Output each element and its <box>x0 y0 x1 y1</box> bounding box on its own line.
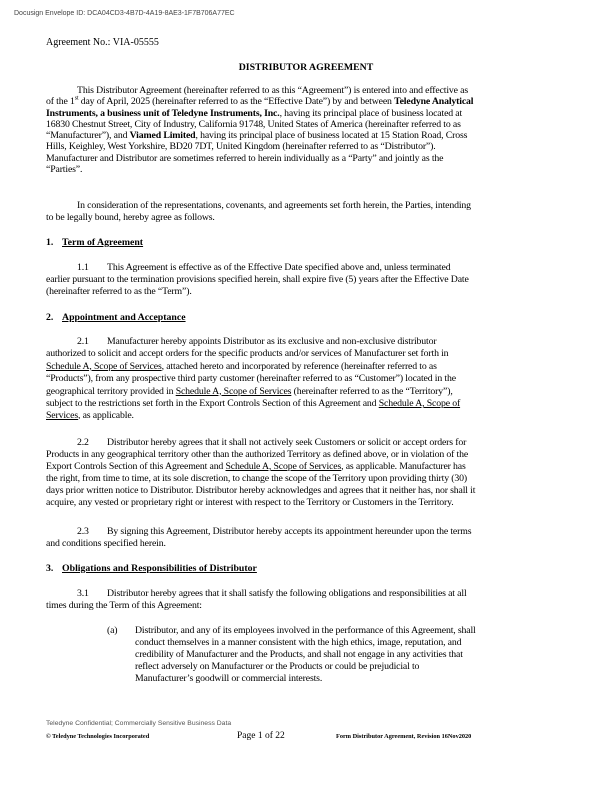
footer-form-revision: Form Distributor Agreement, Revision 16Nov2020 <box>336 733 472 740</box>
text-run: 16830 Chestnut Street, City of Industry, California 91748, United States of America (hereinafter referred to as <box>46 118 461 130</box>
text-run: Manufacturer’s goodwill or commercial interests. <box>135 673 323 684</box>
text-run: authorized to solicit and accept orders for the specific products and/or services of Manufacturer set forth in <box>46 348 449 360</box>
clause-2-1 <box>46 336 486 423</box>
text-run: subject to the restrictions set forth in the Export Controls Section of this Agreement and <box>46 397 379 409</box>
text-run: acquire, any vested or proprietary right or interest with respect to the Territory or Customers in the Territory. <box>46 497 454 508</box>
intro-paragraph <box>46 85 486 175</box>
document-title: DISTRIBUTOR AGREEMENT <box>238 62 374 73</box>
text-line <box>46 437 486 449</box>
clause-number: 2.2 <box>77 437 89 448</box>
text-line <box>46 485 486 497</box>
schedule-reference: Schedule A, Scope of Services <box>175 385 292 397</box>
text-line <box>46 348 486 360</box>
text-line <box>46 410 486 422</box>
text-line <box>46 108 486 119</box>
text-line <box>46 164 486 175</box>
text-line <box>46 497 486 509</box>
text-run: geographical territory provided in <box>46 385 176 397</box>
text-run: Manufacturer and Distributor are sometimes referred to herein individually as a “Party” and jointly as the <box>46 152 444 164</box>
text-line <box>46 200 486 212</box>
text-line <box>46 461 486 473</box>
clause-number: 3.1 <box>77 588 89 599</box>
text-run: This Agreement is effective as of the Effective Date specified above and, unless terminated <box>107 262 451 273</box>
text-run: Distributor, and any of its employees involved in the performance of this Agreement, shall <box>135 625 476 636</box>
section-title: Appointment and Acceptance <box>62 312 186 323</box>
clause-3-1 <box>46 588 486 612</box>
text-run: , having its principal place of business located at 15 Station Road, Cross <box>195 130 468 142</box>
text-line <box>46 588 486 600</box>
clause-number: 2.1 <box>77 336 89 347</box>
text-run: By signing this Agreement, Distributor hereby accepts its appointment hereunder upon the terms <box>107 526 472 537</box>
text-line <box>46 212 486 224</box>
schedule-reference: Schedule A, Scope of <box>378 397 461 409</box>
schedule-reference: Schedule A, Scope of Services <box>225 461 342 472</box>
docusign-envelope-id: Docusign Envelope ID: DCA04CD3-4B7D-4A19-8AE3-1F7B706A77EC <box>14 10 235 17</box>
bold-party-name: Instruments, a business unit of Teledyne Instruments, Inc. <box>46 107 280 119</box>
text-line <box>46 286 486 298</box>
text-line <box>107 661 547 673</box>
text-run: Distributor hereby agrees that it shall satisfy the following obligations and responsibilities at all <box>107 588 467 599</box>
text-run: to be legally bound, hereby agree as follows. <box>46 212 215 223</box>
text-line <box>46 373 486 385</box>
text-line <box>46 262 486 274</box>
text-run: Hills, Keighley, West Yorkshire, BD20 7DT, United Kingdom (hereinafter referred to as “Distributor”). <box>46 141 436 153</box>
text-run: , as applicable. <box>78 410 134 422</box>
text-run: earlier pursuant to the termination provisions specified herein, shall expire five (5) years after the Effective Date <box>46 274 469 285</box>
superscript: st <box>74 96 79 103</box>
text-run: times during the Term of this Agreement: <box>46 600 202 611</box>
text-run: Products in any geographical territory other than the authorized Territory as defined above, or in violation of the <box>46 449 469 460</box>
text-run: days prior written notice to Distributor. Distributor hereby acknowledges and agrees that it neither has, nor shall it <box>46 485 476 496</box>
section-title: Term of Agreement <box>62 237 144 248</box>
text-run: reflect adversely on Manufacturer or the Products or could be prejudicial to <box>135 661 420 672</box>
text-run: , having its principal place of business located at <box>279 107 463 119</box>
confidentiality-notice: Teledyne Confidential; Commercially Sensitive Business Data <box>46 720 232 727</box>
section-heading-1 <box>46 237 143 248</box>
section-heading-2 <box>46 312 186 323</box>
text-line <box>107 649 547 661</box>
section-heading-3 <box>46 563 257 574</box>
schedule-reference: Services <box>46 410 78 422</box>
text-run: (hereinafter referred to as the “Territory”), <box>291 385 453 397</box>
section-title: Obligations and Responsibilities of Distributor <box>62 563 257 574</box>
clause-3-1-a <box>107 625 547 685</box>
text-line <box>107 673 547 685</box>
schedule-reference: Schedule A, Scope of Services <box>46 360 162 372</box>
clause-number: 2.3 <box>77 526 89 537</box>
text-line <box>46 336 486 348</box>
text-line <box>46 526 486 538</box>
text-line <box>46 274 486 286</box>
text-run: “Products”), from any prospective third party customer (hereinafter referred to as “Customer”) located in the <box>46 373 456 385</box>
text-run: (hereinafter referred to as the “Term”). <box>46 286 192 297</box>
section-number: 2. <box>46 312 54 323</box>
clause-number: (a) <box>107 625 118 636</box>
text-line <box>107 625 547 637</box>
text-line <box>46 473 486 485</box>
text-run: conduct themselves in a manner consistent with the high ethics, image, reputation, and <box>135 637 462 648</box>
text-run: the right, from time to time, at its sole discretion, to change the scope of the Territory upon providing thirty (30) <box>46 473 467 484</box>
section-number: 1. <box>46 237 54 248</box>
text-run: credibility of Manufacturer and the Products, and shall not engage in any activities that <box>135 649 463 660</box>
text-line <box>46 600 486 612</box>
text-run: “Manufacturer”), and <box>46 130 130 142</box>
text-run: Export Controls Section of this Agreement and <box>46 461 226 472</box>
text-run: and conditions specified herein. <box>46 538 166 549</box>
footer-copyright: © Teledyne Technologies Incorporated <box>46 733 150 740</box>
text-line <box>46 538 486 550</box>
text-line <box>46 153 486 164</box>
clause-2-3 <box>46 526 486 550</box>
text-run: Distributor hereby agrees that it shall not actively seek Customers or solicit or accept orders for <box>107 437 467 448</box>
text-line <box>46 398 486 410</box>
page-number: Page 1 of 22 <box>237 731 285 741</box>
clause-number: 1.1 <box>77 262 89 273</box>
text-line <box>46 119 486 130</box>
text-run: of the 1 <box>46 96 75 108</box>
text-line <box>46 96 486 107</box>
bold-party-name: Viamed Limited <box>129 130 196 142</box>
text-line <box>46 85 486 96</box>
agreement-number: Agreement No.: VIA-05555 <box>46 37 159 48</box>
text-line <box>46 386 486 398</box>
text-line <box>46 130 486 141</box>
text-run: , attached hereto and incorporated by reference (hereinafter referred to as <box>161 360 437 372</box>
text-line <box>107 637 547 649</box>
consideration-paragraph <box>46 200 486 224</box>
text-run: Manufacturer hereby appoints Distributor as its exclusive and non-exclusive distributor <box>107 336 437 347</box>
text-run: , as applicable. Manufacturer has <box>341 461 466 472</box>
text-line <box>46 449 486 461</box>
text-line <box>46 361 486 373</box>
bold-party-name: Teledyne Analytical <box>394 96 474 108</box>
clause-2-2 <box>46 437 486 509</box>
text-run: In consideration of the representations, covenants, and agreements set forth herein, the Parties, intending <box>77 200 471 211</box>
section-number: 3. <box>46 563 54 574</box>
text-run: “Parties”. <box>46 164 83 176</box>
text-run: This Distributor Agreement (hereinafter referred to as this “Agreement”) is entered into and effective as <box>77 85 469 96</box>
text-line <box>46 141 486 152</box>
clause-1-1 <box>46 262 486 298</box>
text-run: day of April, 2025 (hereinafter referred to as the “Effective Date”) by and between <box>78 96 395 108</box>
